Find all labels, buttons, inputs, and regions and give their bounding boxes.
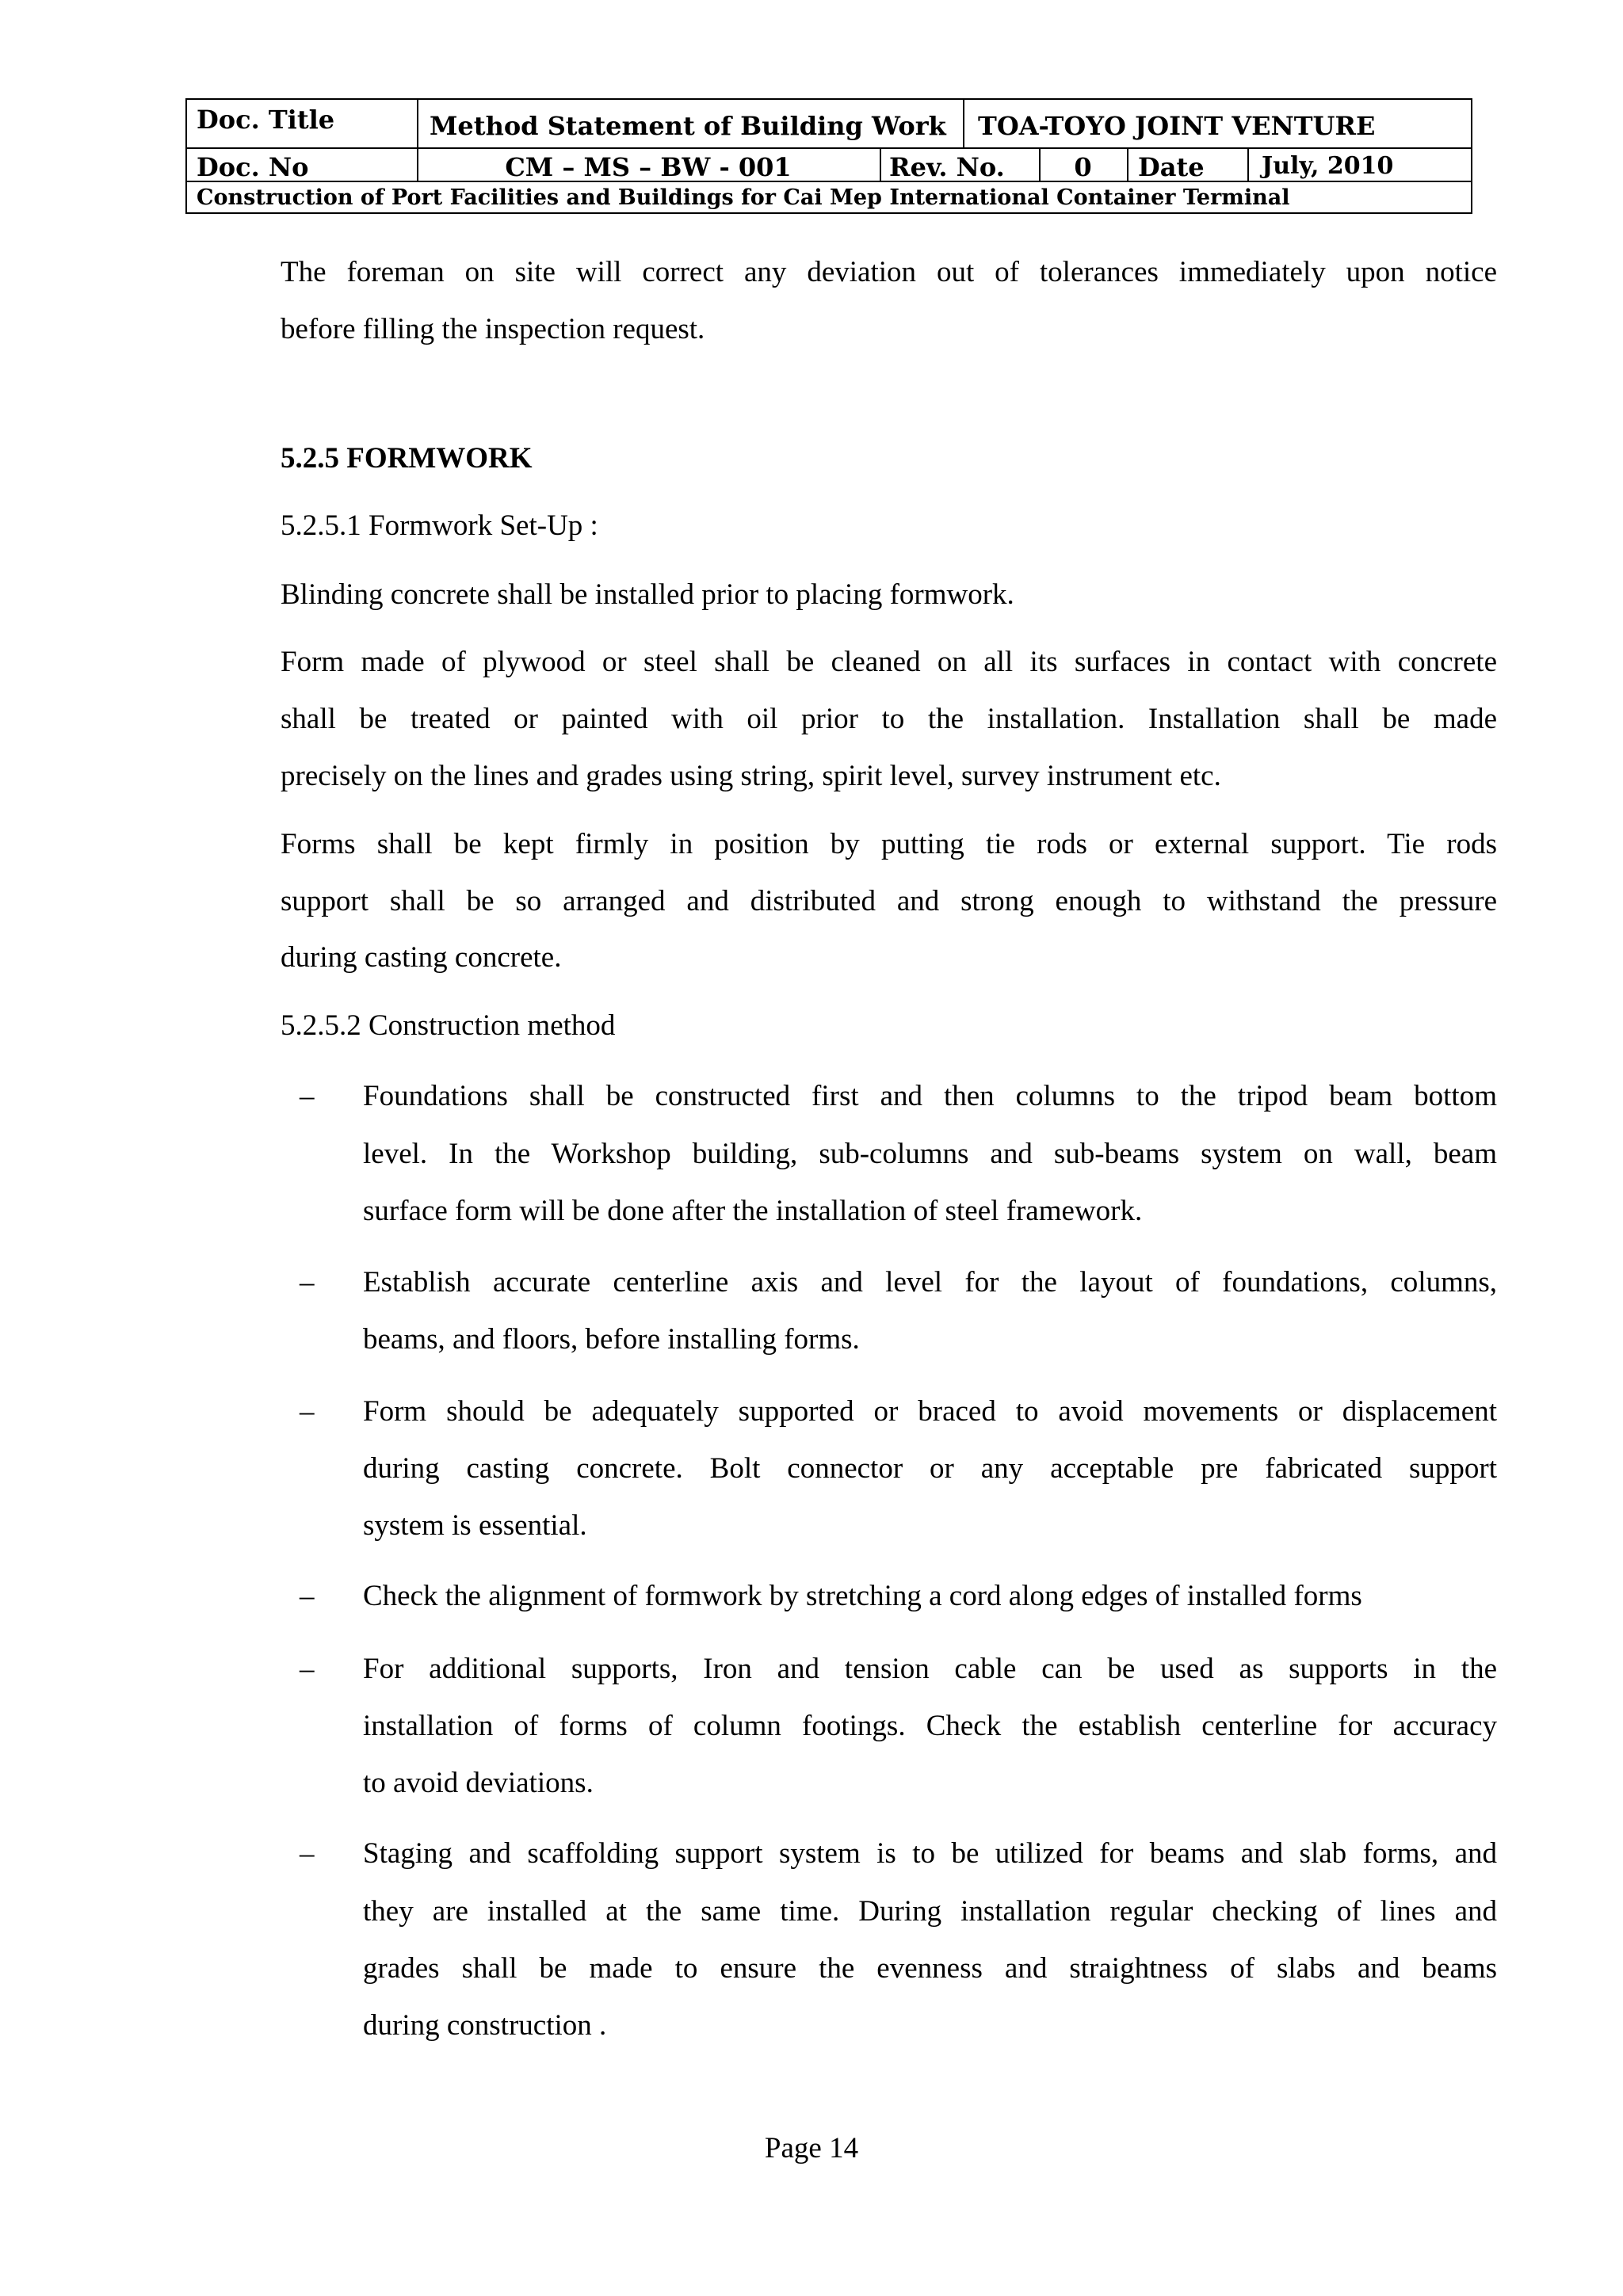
doc-no-label: Doc. No bbox=[197, 152, 309, 182]
document-header-table bbox=[185, 98, 1472, 214]
bullet-dash: – bbox=[300, 1395, 315, 1428]
bullet-6-line-1: Staging and scaffolding support system is to be utilized for beams and slab forms, and bbox=[363, 1837, 1497, 1870]
bullet-6-line-4: during construction . bbox=[363, 2009, 607, 2042]
paragraph-blinding: Blinding concrete shall be installed prior to placing formwork. bbox=[281, 578, 1014, 611]
subsection-heading-setup: 5.2.5.1 Formwork Set-Up : bbox=[281, 509, 598, 542]
section-heading: 5.2.5 FORMWORK bbox=[281, 442, 533, 475]
paragraph-tie-line-1: Forms shall be kept firmly in position by putting tie rods or external support. Tie rods bbox=[281, 828, 1497, 860]
subsection-heading-method: 5.2.5.2 Construction method bbox=[281, 1009, 616, 1042]
page-number: Page 14 bbox=[764, 2132, 859, 2164]
bullet-dash: – bbox=[300, 1266, 315, 1299]
paragraph-tie-line-2: support shall be so arranged and distributed and strong enough to withstand the pressure bbox=[281, 885, 1497, 917]
project-title: Construction of Port Facilities and Buildings for Cai Mep International Container Terminal bbox=[197, 185, 1290, 210]
bullet-5-line-1: For additional supports, Iron and tension cable can be used as supports in the bbox=[363, 1653, 1497, 1685]
bullet-dash: – bbox=[300, 1837, 315, 1870]
bullet-3-line-3: system is essential. bbox=[363, 1509, 587, 1542]
header-row-title bbox=[187, 100, 1471, 149]
doc-no-value: CM – MS – BW - 001 bbox=[505, 152, 792, 182]
bullet-5-line-3: to avoid deviations. bbox=[363, 1767, 594, 1799]
bullet-dash: – bbox=[300, 1580, 315, 1612]
bullet-6-line-3: grades shall be made to ensure the evenness and straightness of slabs and beams bbox=[363, 1952, 1497, 1985]
bullet-2-line-2: beams, and floors, before installing forms. bbox=[363, 1323, 860, 1356]
bullet-3-line-1: Form should be adequately supported or braced to avoid movements or displacement bbox=[363, 1395, 1497, 1428]
bullet-dash: – bbox=[300, 1080, 315, 1112]
date-label: Date bbox=[1138, 152, 1205, 182]
header-row-docno bbox=[187, 149, 1471, 182]
paragraph-form-line-2: shall be treated or painted with oil prior to the installation. Installation shall be made bbox=[281, 703, 1497, 735]
bullet-1-line-3: surface form will be done after the installation of steel framework. bbox=[363, 1195, 1143, 1227]
intro-line-1: The foreman on site will correct any deviation out of tolerances immediately upon notice bbox=[281, 256, 1497, 288]
paragraph-tie-line-3: during casting concrete. bbox=[281, 941, 562, 974]
doc-title-label: Doc. Title bbox=[197, 105, 335, 135]
bullet-1-line-2: level. In the Workshop building, sub-columns and sub-beams system on wall, beam bbox=[363, 1138, 1497, 1170]
bullet-1-line-1: Foundations shall be constructed first and then columns to the tripod beam bottom bbox=[363, 1080, 1497, 1112]
rev-no-label: Rev. No. bbox=[889, 152, 1005, 182]
header-row-project bbox=[187, 182, 1471, 212]
bullet-3-line-2: during casting concrete. Bolt connector or any acceptable pre fabricated support bbox=[363, 1452, 1497, 1485]
paragraph-form-line-1: Form made of plywood or steel shall be cleaned on all its surfaces in contact with concrete bbox=[281, 646, 1497, 678]
rev-no-value: 0 bbox=[1074, 152, 1092, 182]
bullet-5-line-2: installation of forms of column footings. Check the establish centerline for accuracy bbox=[363, 1710, 1497, 1742]
bullet-4-line-1: Check the alignment of formwork by stretching a cord along edges of installed forms bbox=[363, 1580, 1362, 1612]
doc-title-value: Method Statement of Building Work bbox=[430, 111, 946, 141]
bullet-2-line-1: Establish accurate centerline axis and level for the layout of foundations, columns, bbox=[363, 1266, 1497, 1299]
bullet-dash: – bbox=[300, 1653, 315, 1685]
bullet-6-line-2: they are installed at the same time. During installation regular checking of lines and bbox=[363, 1895, 1497, 1928]
paragraph-form-line-3: precisely on the lines and grades using string, spirit level, survey instrument etc. bbox=[281, 760, 1221, 792]
company-name: TOA-TOYO JOINT VENTURE bbox=[978, 111, 1376, 141]
intro-line-2: before filling the inspection request. bbox=[281, 313, 705, 345]
date-value: July, 2010 bbox=[1262, 152, 1394, 180]
